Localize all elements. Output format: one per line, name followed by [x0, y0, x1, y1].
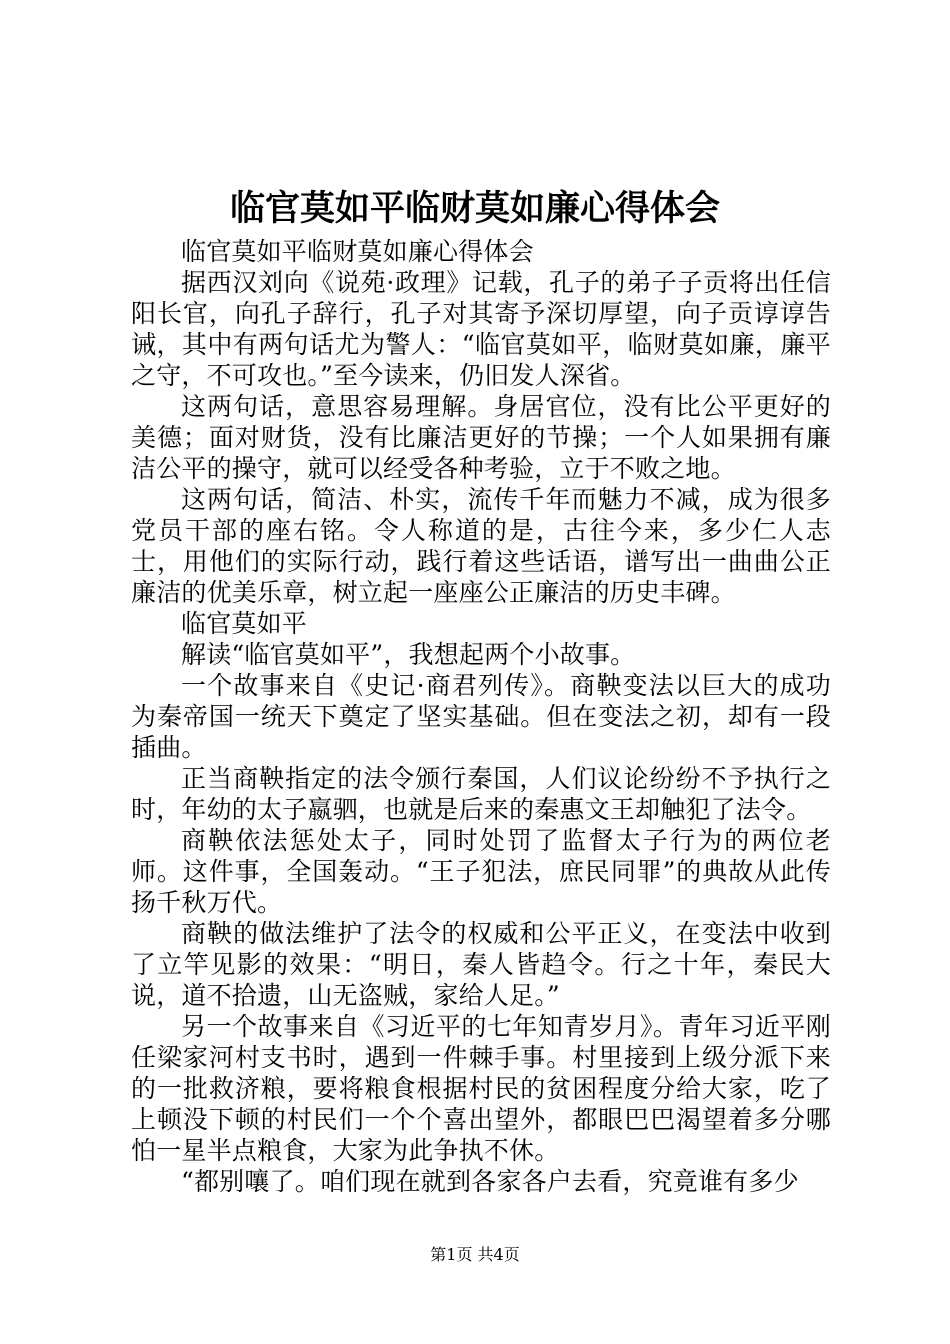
paragraph: 这两句话，简洁、朴实，流传千年而魅力不减，成为很多党员干部的座右铭。令人称道的是，古往今来，多少仁人志士，用他们的实际行动，践行着这些话语，谱写出一曲曲公正廉洁的优美乐章，树立起一座座公正廉洁的历史丰碑。 [131, 485, 831, 607]
section-heading: 临官莫如平 [181, 609, 308, 638]
page-footer: 第1页 共4页 [430, 1245, 520, 1264]
paragraph: 正当商鞅指定的法令颁行秦国，人们议论纷纷不予执行之时，年幼的太子嬴驷，也就是后来的秦惠文王却触犯了法令。 [131, 764, 831, 824]
paragraph: 据西汉刘向《说苑·政理》记载，孔子的弟子子贡将出任信阳长官，向孔子辞行，孔子对其寄予深切厚望，向子贡谆谆告诫，其中有两句话尤为警人：“临官莫如平，临财莫如廉，廉平之守，不可攻也。”至今读来，仍旧发人深省。 [131, 268, 831, 390]
paragraph: 这两句话，意思容易理解。身居官位，没有比公平更好的美德；面对财货，没有比廉洁更好的节操；一个人如果拥有廉洁公平的操守，就可以经受各种考验，立于不败之地。 [131, 392, 831, 483]
document-body [131, 236, 831, 1197]
paragraph: 临官莫如平临财莫如廉心得体会 [181, 237, 534, 266]
paragraph: 另一个故事来自《习近平的七年知青岁月》。青年习近平刚任梁家河村支书时，遇到一件棘手事。村里接到上级分派下来的一批救济粮，要将粮食根据村民的贫困程度分给大家，吃了上顿没下顿的村民们一个个喜出望外，都眼巴巴渴望着多分哪怕一星半点粮食，大家为此争执不休。 [131, 1012, 831, 1165]
paragraph: 商鞅依法惩处太子，同时处罚了监督太子行为的两位老师。这件事，全国轰动。“王子犯法，庶民同罪”的典故从此传扬千秋万代。 [131, 826, 831, 917]
paragraph: 一个故事来自《史记·商君列传》。商鞅变法以巨大的成功为秦帝国一统天下奠定了坚实基础。但在变法之初，却有一段插曲。 [131, 671, 831, 762]
paragraph: “都别嚷了。咱们现在就到各家各户去看，究竟谁有多少 [181, 1167, 799, 1196]
paragraph: 解读“临官莫如平”，我想起两个小故事。 [181, 640, 636, 669]
paragraph: 商鞅的做法维护了法令的权威和公平正义，在变法中收到了立竿见影的效果：“明日，秦人皆趋令。行之十年，秦民大说，道不拾遗，山无盗贼，家给人足。” [131, 919, 831, 1010]
document-title: 临官莫如平临财莫如廉心得体会 [229, 188, 720, 229]
